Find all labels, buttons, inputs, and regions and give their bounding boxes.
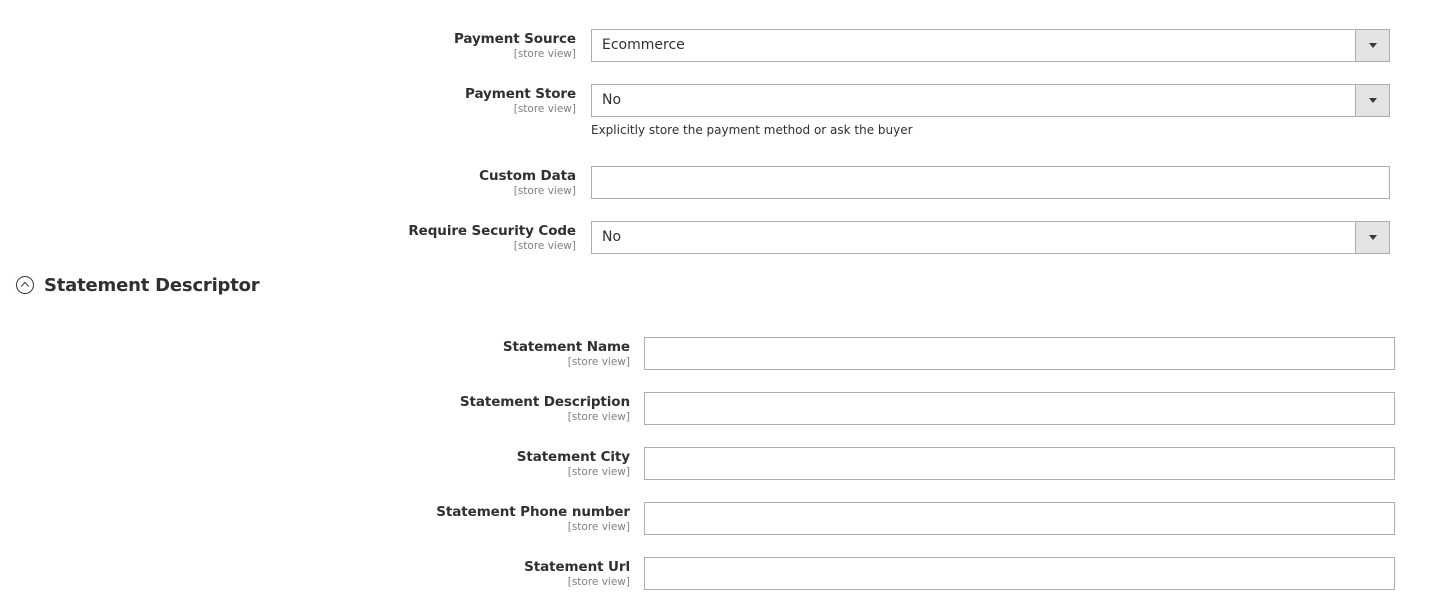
statement-name-label-group [0,339,630,369]
security-code-value: No [602,229,622,245]
statement-description-scope: [store view] [567,411,630,423]
statement-url-input[interactable] [644,557,1395,590]
statement-phone-input[interactable] [644,502,1395,535]
custom-data-label: Custom Data [479,168,576,184]
payment-store-label-group [0,86,576,116]
payment-source-select[interactable] [591,29,1390,62]
statement-phone-label: Statement Phone number [436,504,630,520]
statement-name-scope: [store view] [567,356,630,368]
custom-data-label-group [0,168,576,198]
payment-source-label: Payment Source [453,31,576,47]
payment-store-select[interactable] [591,84,1390,117]
security-code-select[interactable] [591,221,1390,254]
section-title: Statement Descriptor [44,274,260,296]
triangle-down-icon [1369,235,1377,240]
statement-name-label: Statement Name [502,339,630,355]
statement-city-label-group [0,449,630,479]
payment-source-scope: [store view] [513,48,576,60]
payment-source-dropdown-button[interactable] [1355,30,1389,61]
statement-description-input[interactable] [644,392,1395,425]
payment-store-dropdown-button[interactable] [1355,85,1389,116]
statement-url-scope: [store view] [567,576,630,588]
custom-data-input[interactable] [591,166,1390,199]
payment-store-value: No [602,92,622,108]
security-code-dropdown-button[interactable] [1355,222,1389,253]
triangle-down-icon [1369,98,1377,103]
triangle-down-icon [1369,43,1377,48]
custom-data-scope: [store view] [513,185,576,197]
statement-name-input[interactable] [644,337,1395,370]
security-code-scope: [store view] [513,240,576,252]
chevron-up-circle-icon [16,276,34,294]
statement-descriptor-section-toggle[interactable] [16,273,260,297]
statement-description-label-group [0,394,630,424]
payment-source-label-group [0,31,576,61]
statement-city-label: Statement City [516,449,630,465]
statement-city-scope: [store view] [567,466,630,478]
statement-description-label: Statement Description [459,394,630,410]
statement-url-label-group [0,559,630,589]
statement-city-input[interactable] [644,447,1395,480]
security-code-label-group [0,223,576,253]
payment-source-value: Ecommerce [602,37,685,53]
payment-store-scope: [store view] [513,103,576,115]
payment-store-label: Payment Store [465,86,576,102]
statement-phone-scope: [store view] [567,521,630,533]
security-code-label: Require Security Code [408,223,576,239]
statement-phone-label-group [0,504,630,534]
statement-url-label: Statement Url [524,559,630,575]
payment-store-note: Explicitly store the payment method or ask the buyer [591,123,913,137]
